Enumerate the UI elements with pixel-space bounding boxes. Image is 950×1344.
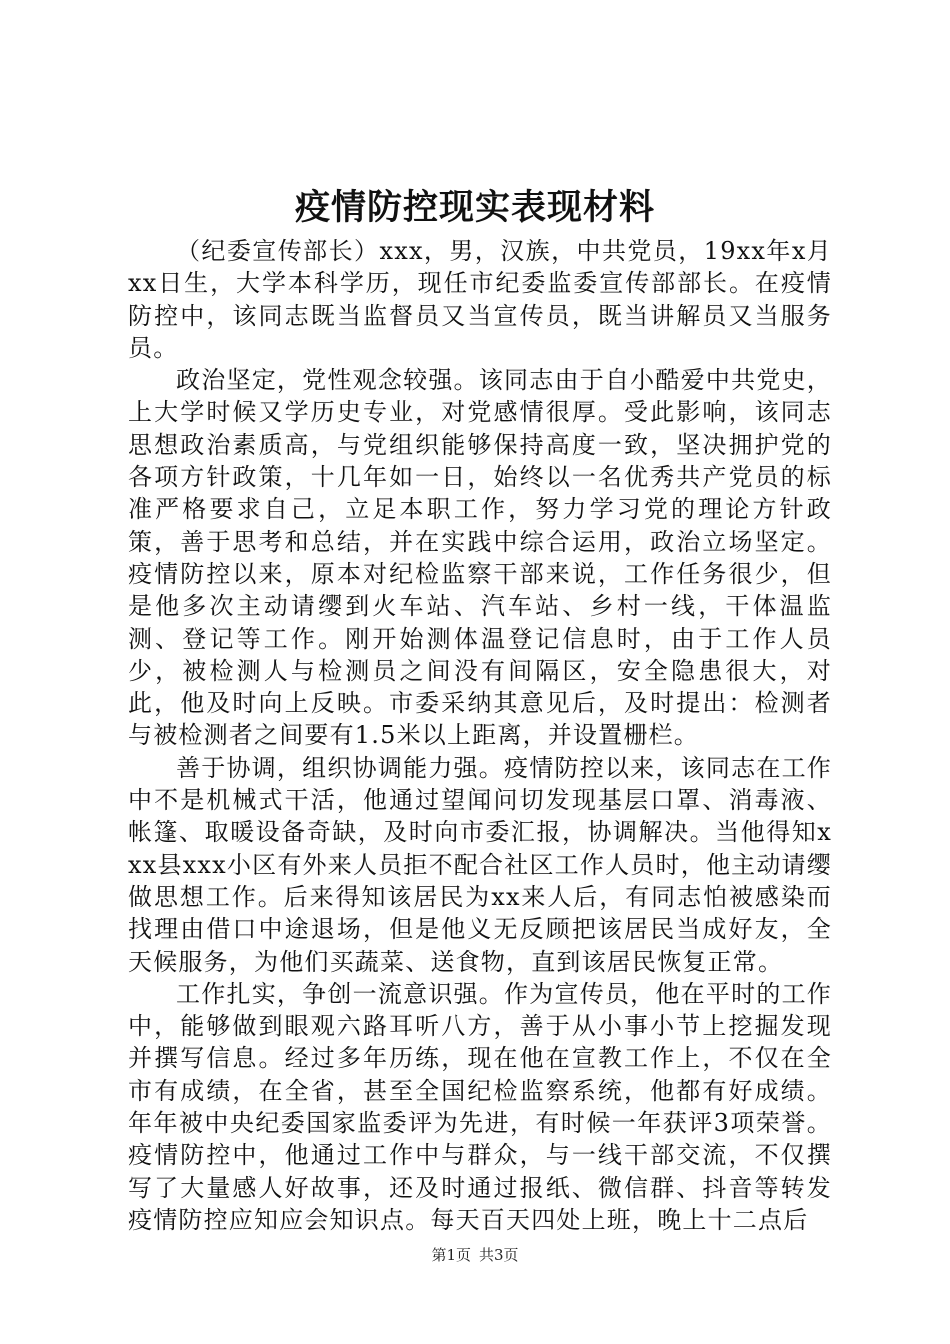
paragraph-political-stance: 政治坚定，党性观念较强。该同志由于自小酷爱中共党史，上大学时候又学历史专业，对党感情很厚。受此影响，该同志思想政治素质高，与党组织能够保持高度一致，坚决拥护党的各项方针政策，十几年如一日，始终以一名优秀共产党员的标准严格要求自己，立足本职工作，努力学习党的理论方针政策，善于思考和总结，并在实践中综合运用，政治立场坚定。疫情防控以来，原本对纪检监察干部来说，工作任务很少，但是他多次主动请缨到火车站、汽车站、乡村一线，干体温监测、登记等工作。刚开始测体温登记信息时，由于工作人员少，被检测人与检测员之间没有间隔区，安全隐患很大，对此，他及时向上反映。市委采纳其意见后，及时提出：检测者与被检测者之间要有1.5米以上距离，并设置栅栏。 [128, 366, 832, 750]
paragraph-coordination: 善于协调，组织协调能力强。疫情防控以来，该同志在工作中不是机械式干活，他通过望闻问切发现基层口罩、消毒液、帐篷、取暖设备奇缺，及时向市委汇报，协调解决。当他得知xxx县xxx小区有外来人员拒不配合社区工作人员时，他主动请缨做思想工作。后来得知该居民为xx来人后，有同志怕被感染而找理由借口中途退场，但是他义无反顾把该居民当成好友，全天候服务，为他们买蔬菜、送食物，直到该居民恢复正常。 [128, 753, 832, 976]
paragraph-intro: （纪委宣传部长）xxx，男，汉族，中共党员，19xx年x月xx日生，大学本科学历，现任市纪委监委宣传部部长。在疫情防控中，该同志既当监督员又当宣传员，既当讲解员又当服务员。 [128, 237, 832, 362]
page-total: 共3页 [479, 1246, 519, 1264]
document-title: 疫情防控现实表现材料 [294, 187, 655, 228]
paragraph-work-excellence: 工作扎实，争创一流意识强。作为宣传员，他在平时的工作中，能够做到眼观六路耳听八方，善于从小事小节上挖掘发现并撰写信息。经过多年历练，现在他在宣教工作上，不仅在全市有成绩，在全省，甚至全国纪检监察系统，他都有好成绩。年年被中央纪委国家监委评为先进，有时候一年获评3项荣誉。疫情防控中，他通过工作中与群众，与一线干部交流，不仅撰写了大量感人好故事，还及时通过报纸、微信群、抖音等转发疫情防控应知应会知识点。每天百天四处上班，晚上十二点后 [128, 979, 832, 1234]
page-number: 第1页 [431, 1246, 471, 1264]
page-footer [0, 1243, 950, 1267]
document-body [128, 235, 832, 1236]
